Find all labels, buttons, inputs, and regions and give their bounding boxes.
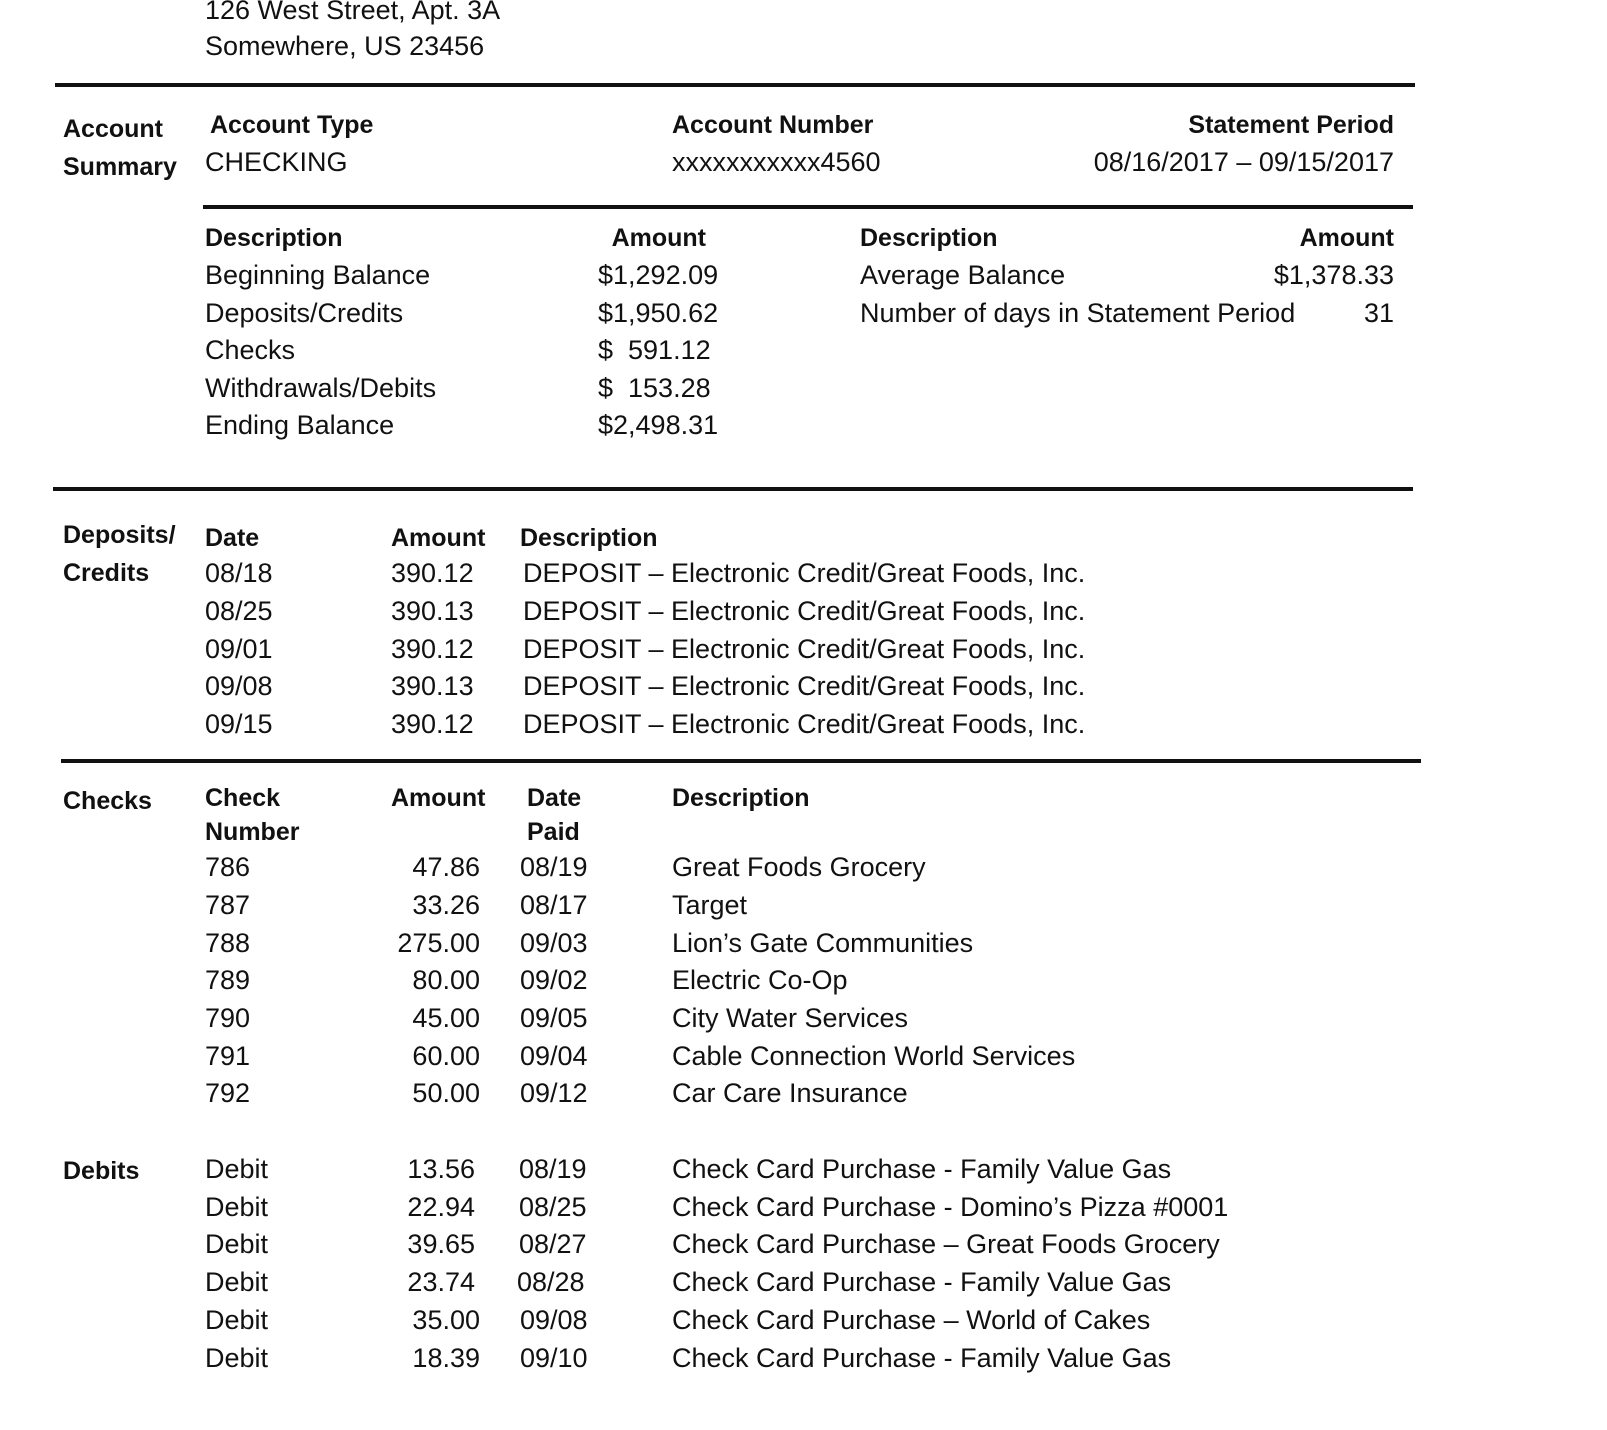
debit-description: Check Card Purchase - Family Value Gas (672, 1154, 1172, 1184)
column-header-date: Paid (527, 818, 580, 846)
check-amount: 80.00 (412, 965, 480, 995)
column-header-amount: Amount (391, 784, 486, 812)
debit-description: Check Card Purchase – Great Foods Grocery (672, 1229, 1220, 1259)
column-header-check: Check (205, 784, 281, 812)
debit-amount: 35.00 (412, 1305, 480, 1335)
check-number: 790 (205, 1003, 251, 1033)
summary-desc-header: Description (205, 224, 343, 252)
summary-row-desc: Checks (205, 335, 296, 365)
debit-type: Debit (205, 1229, 269, 1259)
deposit-amount: 390.12 (391, 634, 474, 664)
debit-date: 08/19 (519, 1154, 587, 1184)
deposit-date: 08/18 (205, 558, 273, 588)
deposit-amount: 390.12 (391, 709, 474, 739)
debit-type: Debit (205, 1305, 269, 1335)
debit-date: 09/08 (520, 1305, 588, 1335)
summary-row-desc: Withdrawals/Debits (205, 373, 437, 403)
summary-row-amount: $2,498.31 (598, 410, 719, 440)
debit-date: 08/27 (519, 1229, 587, 1259)
deposit-description: DEPOSIT – Electronic Credit/Great Foods, Inc. (523, 709, 1086, 739)
deposit-description: DEPOSIT – Electronic Credit/Great Foods, Inc. (523, 558, 1086, 588)
summary-row-amount: $ 591.12 (598, 335, 711, 365)
deposit-description: DEPOSIT – Electronic Credit/Great Foods, Inc. (523, 596, 1086, 626)
section-label: Debits (63, 1157, 140, 1185)
summary-row-amount: $1,292.09 (598, 260, 719, 290)
check-date: 09/12 (520, 1078, 588, 1108)
check-amount: 50.00 (412, 1078, 480, 1108)
section-label: Account (63, 115, 163, 143)
check-description: Cable Connection World Services (672, 1041, 1076, 1071)
debit-amount: 18.39 (412, 1343, 480, 1373)
account-number-value: xxxxxxxxxxx4560 (672, 147, 881, 177)
debit-description: Check Card Purchase - Domino’s Pizza #0001 (672, 1192, 1229, 1222)
check-date: 08/19 (520, 852, 588, 882)
check-description: Car Care Insurance (672, 1078, 908, 1108)
summary-row-desc: Average Balance (860, 260, 1066, 290)
deposit-description: DEPOSIT – Electronic Credit/Great Foods, Inc. (523, 634, 1086, 664)
debit-amount: 13.56 (407, 1154, 475, 1184)
deposit-date: 09/15 (205, 709, 273, 739)
check-date: 09/04 (520, 1041, 588, 1071)
debit-description: Check Card Purchase - Family Value Gas (672, 1343, 1172, 1373)
check-date: 09/05 (520, 1003, 588, 1033)
check-date: 08/17 (520, 890, 588, 920)
column-header-description: Description (672, 784, 810, 812)
statement-period-header: Statement Period (1188, 111, 1394, 139)
check-description: Great Foods Grocery (672, 852, 926, 882)
debit-date: 08/25 (519, 1192, 587, 1222)
debit-date: 09/10 (520, 1343, 588, 1373)
section-label: Deposits/ (63, 521, 176, 549)
summary-row-desc: Beginning Balance (205, 260, 431, 290)
check-description: Lion’s Gate Communities (672, 928, 974, 958)
check-amount: 45.00 (412, 1003, 480, 1033)
check-amount: 275.00 (397, 928, 480, 958)
debit-amount: 39.65 (407, 1229, 475, 1259)
summary-row-desc: Number of days in Statement Period (860, 298, 1296, 328)
debit-amount: 22.94 (407, 1192, 475, 1222)
deposit-date: 09/01 (205, 634, 273, 664)
debit-description: Check Card Purchase – World of Cakes (672, 1305, 1151, 1335)
check-date: 09/03 (520, 928, 588, 958)
summary-amount-header: Amount (611, 224, 706, 252)
summary-row-amount: 31 (1363, 298, 1394, 328)
column-header-description: Description (520, 524, 658, 552)
debit-type: Debit (205, 1192, 269, 1222)
debit-date: 08/28 (517, 1267, 585, 1297)
summary-desc-header: Description (860, 224, 998, 252)
column-header-amount: Amount (391, 524, 486, 552)
divider (203, 205, 1413, 209)
account-number-header: Account Number (672, 111, 874, 139)
check-description: City Water Services (672, 1003, 909, 1033)
account-type-header: Account Type (210, 111, 374, 139)
check-number: 792 (205, 1078, 251, 1108)
summary-amount-header: Amount (1299, 224, 1394, 252)
check-description: Target (672, 890, 748, 920)
deposit-date: 09/08 (205, 671, 273, 701)
address-line-2: Somewhere, US 23456 (205, 31, 485, 61)
section-label: Summary (63, 153, 177, 181)
deposit-amount: 390.13 (391, 671, 474, 701)
check-number: 788 (205, 928, 251, 958)
check-number: 791 (205, 1041, 251, 1071)
section-label: Checks (63, 787, 152, 815)
debit-description: Check Card Purchase - Family Value Gas (672, 1267, 1172, 1297)
divider (61, 759, 1421, 763)
debit-type: Debit (205, 1343, 269, 1373)
summary-row-desc: Ending Balance (205, 410, 395, 440)
check-amount: 60.00 (412, 1041, 480, 1071)
check-amount: 47.86 (412, 852, 480, 882)
check-amount: 33.26 (412, 890, 480, 920)
check-number: 789 (205, 965, 251, 995)
account-type-value: CHECKING (205, 147, 348, 177)
address-line-1: 126 West Street, Apt. 3A (205, 0, 501, 25)
column-header-date: Date (205, 524, 260, 552)
check-date: 09/02 (520, 965, 588, 995)
check-number: 787 (205, 890, 251, 920)
summary-row-amount: $1,378.33 (1273, 260, 1394, 290)
check-description: Electric Co-Op (672, 965, 848, 995)
check-number: 786 (205, 852, 251, 882)
deposit-amount: 390.13 (391, 596, 474, 626)
statement-period-value: 08/16/2017 – 09/15/2017 (1093, 147, 1394, 177)
debit-type: Debit (205, 1154, 269, 1184)
deposit-date: 08/25 (205, 596, 273, 626)
summary-row-amount: $ 153.28 (598, 373, 711, 403)
section-label: Credits (63, 559, 150, 587)
debit-amount: 23.74 (407, 1267, 475, 1297)
summary-row-amount: $1,950.62 (598, 298, 719, 328)
deposit-description: DEPOSIT – Electronic Credit/Great Foods, Inc. (523, 671, 1086, 701)
deposit-amount: 390.12 (391, 558, 474, 588)
debit-type: Debit (205, 1267, 269, 1297)
summary-row-desc: Deposits/Credits (205, 298, 404, 328)
column-header-date: Date (527, 784, 582, 812)
divider (53, 487, 1413, 491)
divider (55, 83, 1415, 87)
column-header-check: Number (205, 818, 300, 846)
